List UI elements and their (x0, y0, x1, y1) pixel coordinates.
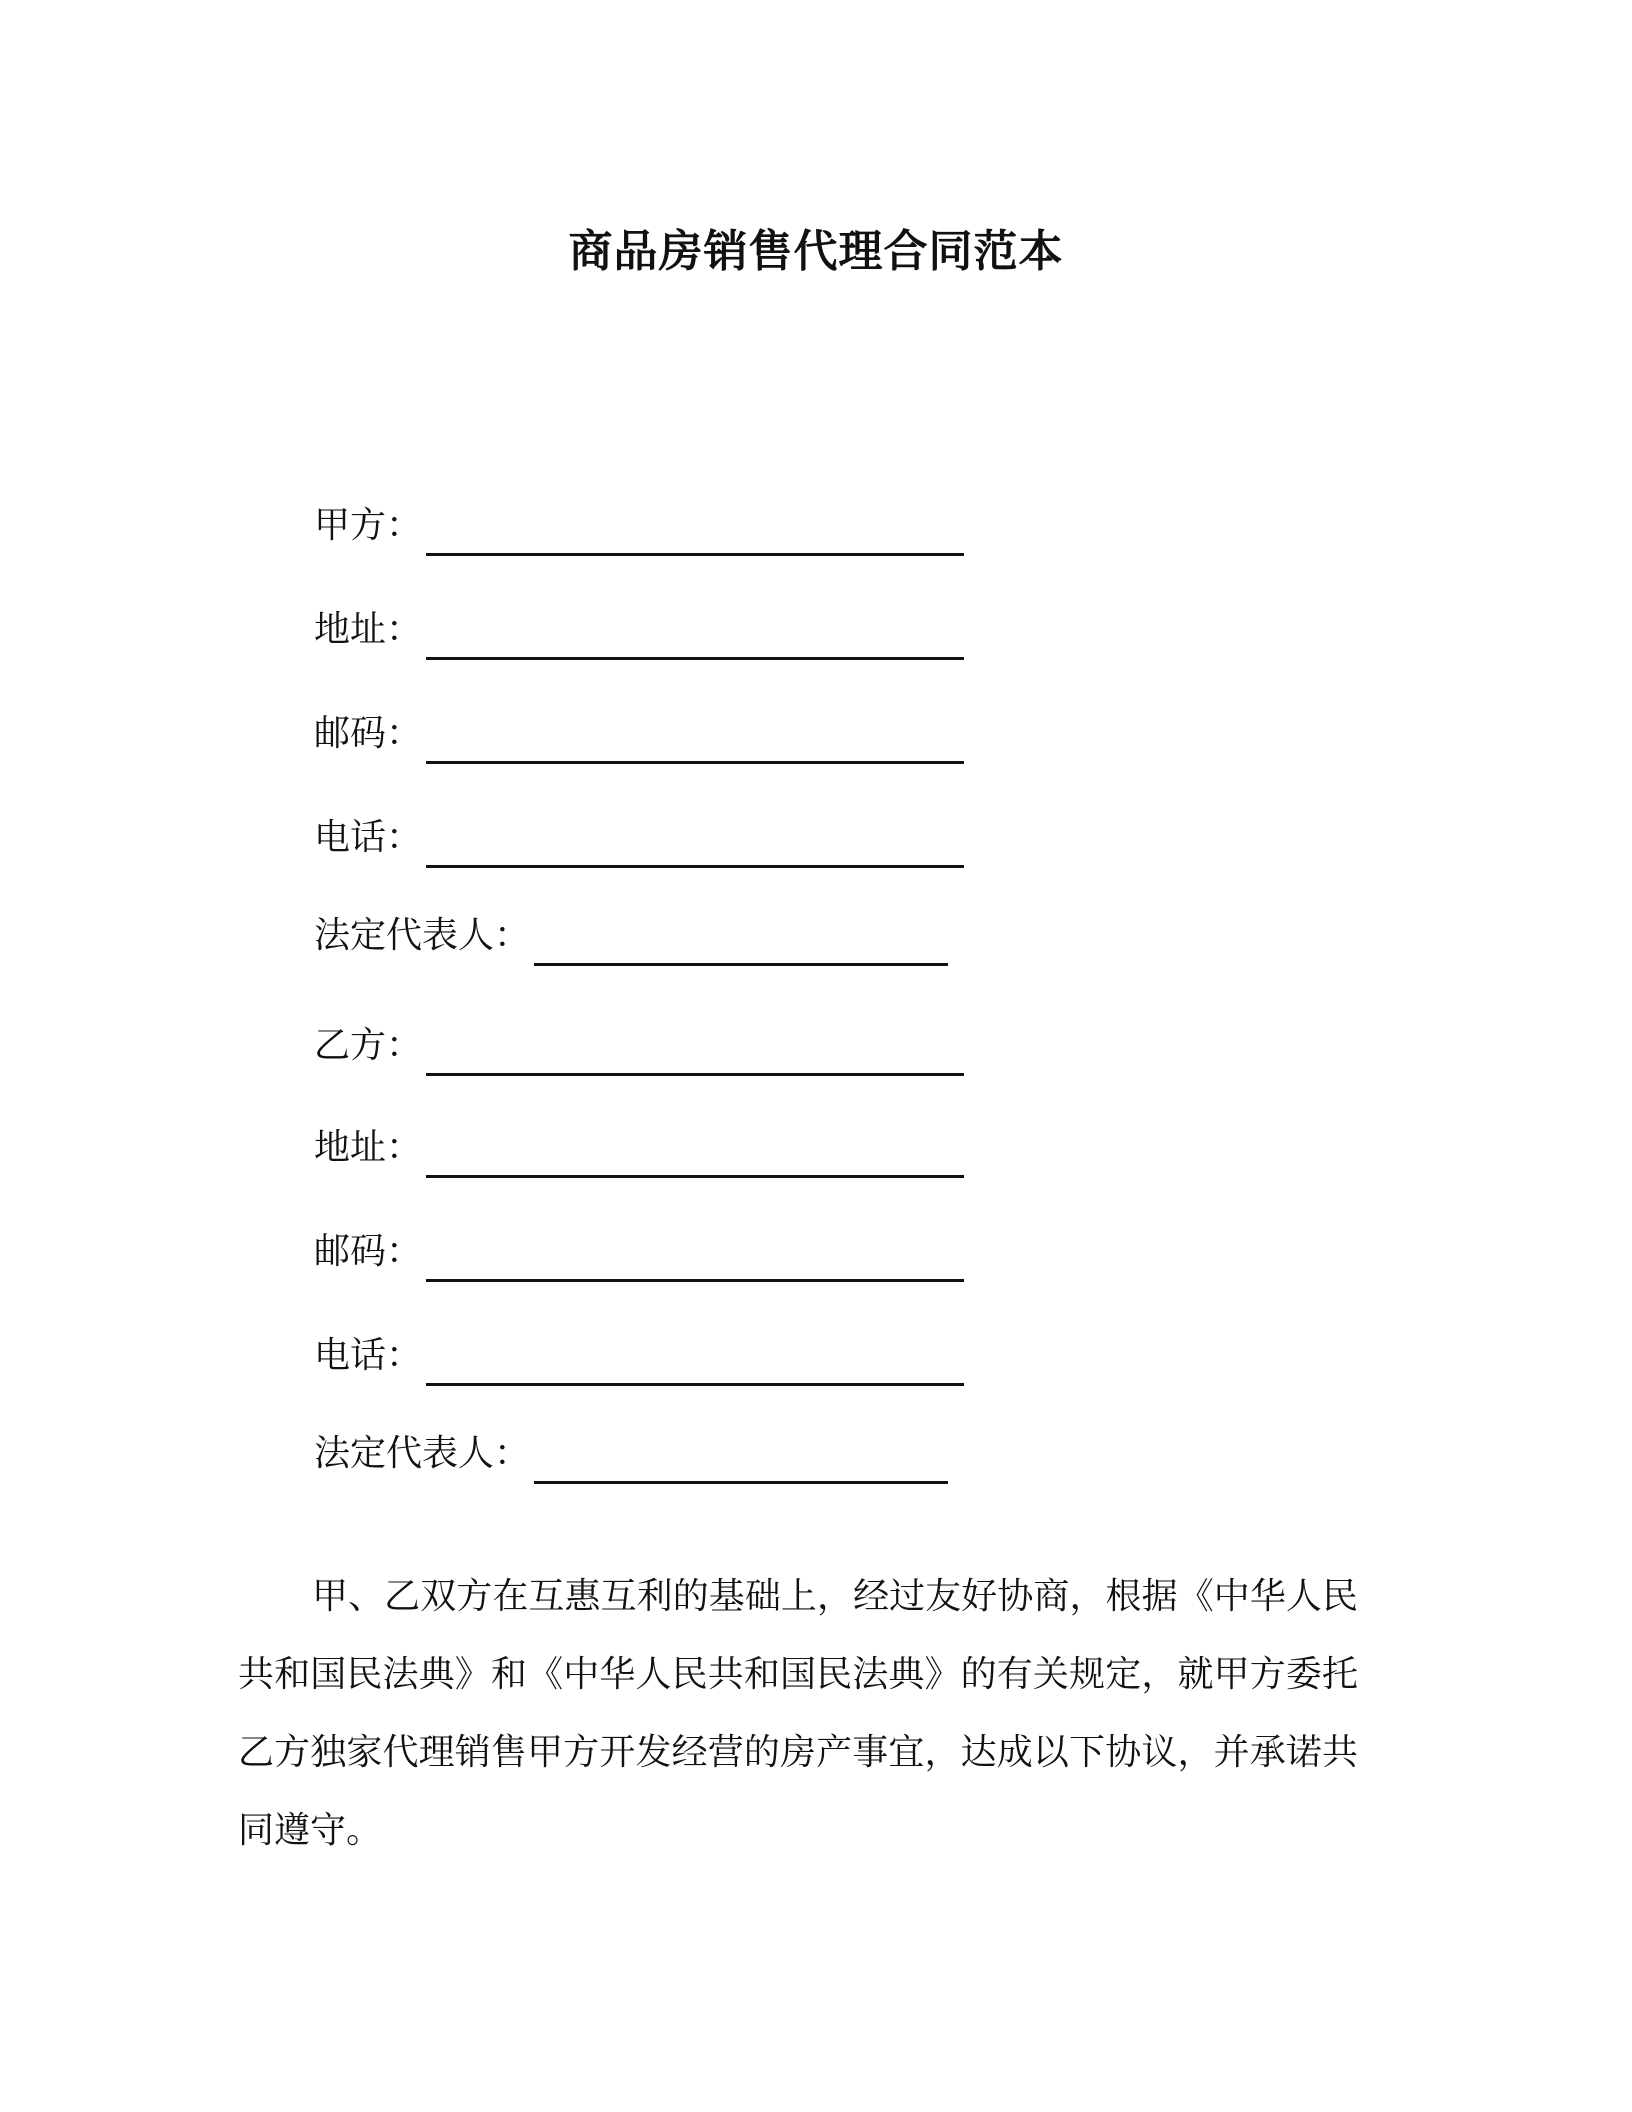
party-b-address-label: 地址： (314, 1127, 423, 1168)
party-b-name-field (314, 1016, 964, 1076)
party-a-legal-rep-field (314, 906, 948, 966)
party-a-phone-field (314, 808, 964, 868)
party-b-address-field (314, 1118, 964, 1178)
party-a-address-blank[interactable] (426, 613, 964, 660)
party-a-phone-blank[interactable] (426, 821, 964, 868)
party-a-postcode-blank[interactable] (426, 717, 964, 764)
party-a-postcode-field (314, 704, 964, 764)
party-b-name-label: 乙方： (314, 1025, 423, 1066)
party-b-postcode-blank[interactable] (426, 1235, 964, 1282)
party-b-phone-blank[interactable] (426, 1339, 964, 1386)
party-a-legal-rep-label: 法定代表人： (314, 915, 531, 956)
party-b-phone-field (314, 1326, 964, 1386)
document-title: 商品房销售代理合同范本 (568, 226, 1064, 277)
party-a-phone-label: 电话： (314, 817, 423, 858)
party-a-address-label: 地址： (314, 609, 423, 650)
party-b-postcode-field (314, 1222, 964, 1282)
party-b-address-blank[interactable] (426, 1131, 964, 1178)
party-a-name-field (314, 496, 964, 556)
party-b-legal-rep-field (314, 1424, 948, 1484)
party-b-postcode-label: 邮码： (314, 1231, 423, 1272)
party-a-legal-rep-blank[interactable] (534, 919, 948, 966)
intro-paragraph: 甲、乙双方在互惠互利的基础上，经过友好协商，根据《中华人民共和国民法典》和《中华人民共和国民法典》的有关规定，就甲方委托乙方独家代理销售甲方开发经营的房产事宜，达成以下协议，并承诺共同遵守。 (238, 1576, 1358, 1851)
party-a-name-blank[interactable] (426, 509, 964, 556)
party-b-legal-rep-blank[interactable] (534, 1437, 948, 1484)
party-b-phone-label: 电话： (314, 1335, 423, 1376)
party-a-name-label: 甲方： (314, 505, 423, 546)
party-a-postcode-label: 邮码： (314, 713, 423, 754)
party-a-address-field (314, 600, 964, 660)
party-b-legal-rep-label: 法定代表人： (314, 1433, 531, 1474)
party-b-name-blank[interactable] (426, 1029, 964, 1076)
